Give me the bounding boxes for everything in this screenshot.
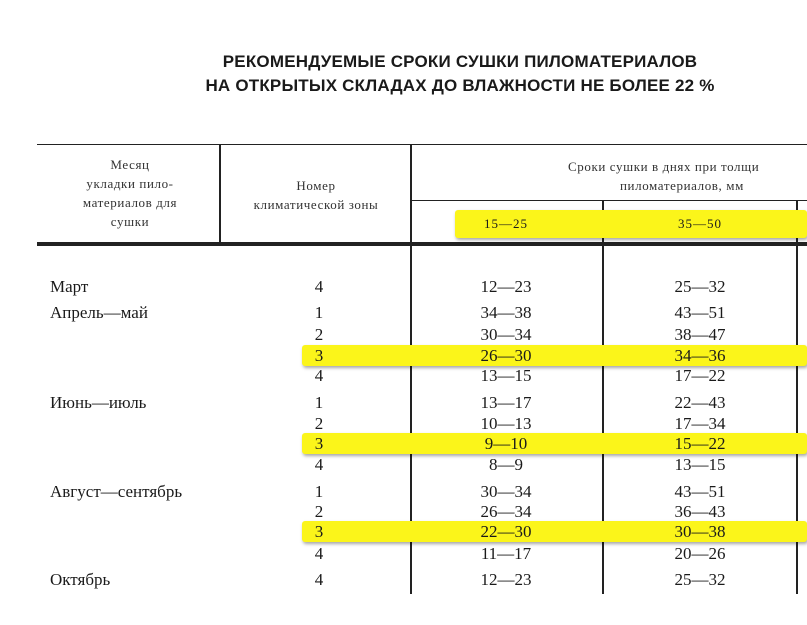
days-15-25-cell: 9—10 <box>484 434 528 453</box>
days-15-25-cell: 30—34 <box>480 482 532 501</box>
zone-cell: 4 <box>314 366 324 385</box>
zone-cell: 4 <box>314 544 324 563</box>
days-15-25-cell: 13—15 <box>480 366 532 385</box>
days-15-25-cell: 34—38 <box>480 303 532 322</box>
days-35-50-cell: 15—22 <box>674 434 726 453</box>
days-15-25-cell: 30—34 <box>480 325 532 344</box>
month-label: Июнь—июль <box>50 393 147 412</box>
days-35-50-cell: 25—32 <box>674 277 726 296</box>
page-title-line-1: РЕКОМЕНДУЕМЫЕ СРОКИ СУШКИ ПИЛОМАТЕРИАЛОВ <box>222 52 698 71</box>
days-35-50-cell: 43—51 <box>674 482 726 501</box>
days-15-25-cell: 22—30 <box>480 522 532 541</box>
zone-cell: 4 <box>314 455 324 474</box>
days-35-50-cell: 25—32 <box>674 570 726 589</box>
zone-cell: 1 <box>314 482 324 501</box>
days-15-25-cell: 10—13 <box>480 414 532 433</box>
month-label: Апрель—май <box>50 303 148 322</box>
thickness-header-35-50: 35—50 <box>678 216 722 231</box>
thickness-header-15-25: 15—25 <box>484 216 528 231</box>
month-label: Март <box>50 277 89 296</box>
days-35-50-cell: 17—22 <box>674 366 726 385</box>
month-label: Октябрь <box>50 570 111 589</box>
days-35-50-cell: 30—38 <box>674 522 726 541</box>
days-35-50-cell: 38—47 <box>674 325 726 344</box>
days-35-50-cell: 17—34 <box>674 414 726 433</box>
zone-cell: 3 <box>314 434 324 453</box>
zone-header: Номер климатической зоны <box>253 178 379 212</box>
days-35-50-cell: 36—43 <box>674 502 726 521</box>
page-title-line-2: НА ОТКРЫТЫХ СКЛАДАХ ДО ВЛАЖНОСТИ НЕ БОЛЕЕ 22 % <box>205 76 715 95</box>
month-header: Месяц укладки пило- материалов для сушки <box>82 157 178 229</box>
zone-cell: 4 <box>314 570 324 589</box>
zone-cell: 3 <box>314 346 324 365</box>
header-bottom-rule <box>37 242 807 246</box>
days-15-25-cell: 26—34 <box>480 502 532 521</box>
days-15-25-cell: 11—17 <box>480 544 532 563</box>
zone-cell: 2 <box>314 325 324 344</box>
zone-cell: 2 <box>314 502 324 521</box>
days-35-50-cell: 22—43 <box>674 393 726 412</box>
zone-cell: 1 <box>314 393 324 412</box>
days-35-50-cell: 43—51 <box>674 303 726 322</box>
zone-cell: 1 <box>314 303 324 322</box>
days-15-25-cell: 12—23 <box>480 277 532 296</box>
subheader-rule <box>412 200 807 201</box>
days-15-25-cell: 26—30 <box>480 346 532 365</box>
days-35-50-cell: 13—15 <box>674 455 726 474</box>
table-top-rule <box>37 144 807 145</box>
month-label: Август—сентябрь <box>50 482 183 501</box>
days-15-25-cell: 12—23 <box>480 570 532 589</box>
zone-cell: 2 <box>314 414 324 433</box>
zone-cell: 4 <box>314 277 324 296</box>
days-35-50-cell: 34—36 <box>674 346 726 365</box>
days-15-25-cell: 13—17 <box>480 393 532 412</box>
days-15-25-cell: 8—9 <box>489 455 523 474</box>
column-divider-1 <box>219 144 221 244</box>
period-header: Сроки сушки в днях при толщи пиломатериалов, мм <box>568 159 760 193</box>
zone-cell: 3 <box>314 522 324 541</box>
days-35-50-cell: 20—26 <box>674 544 726 563</box>
